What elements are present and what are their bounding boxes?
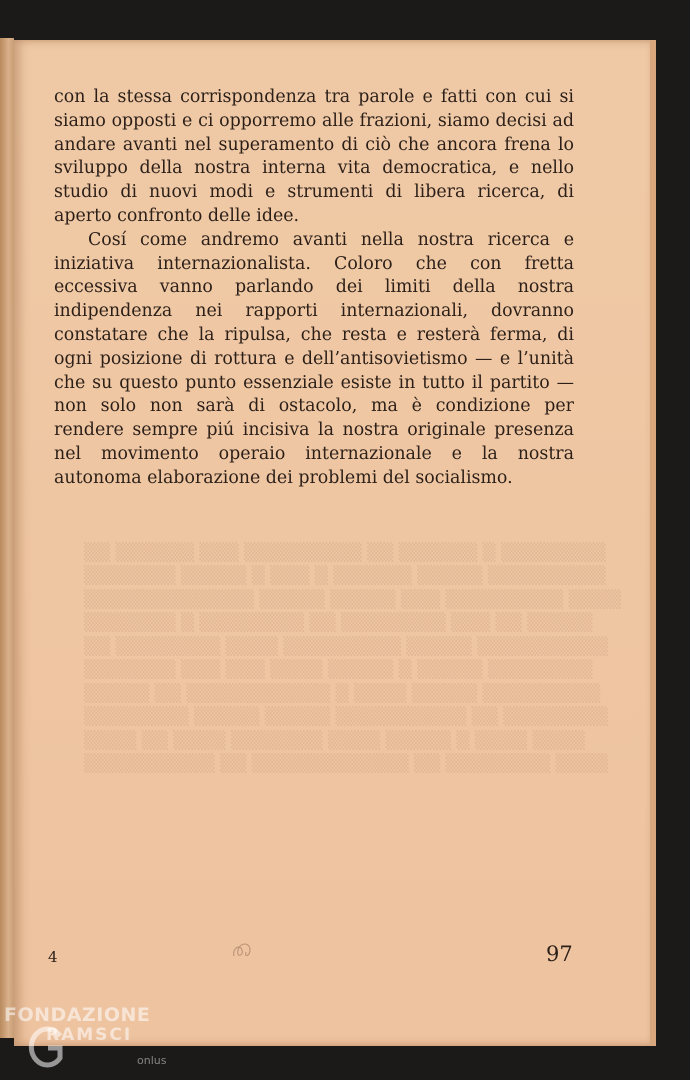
page-body-text — [54, 86, 574, 491]
pencil-annotation-icon — [228, 936, 258, 962]
page-number: 97 — [546, 942, 573, 966]
signature-mark: 4 — [48, 948, 58, 966]
paragraph-internationalism: Cosí come andremo avanti nella nostra ricerca e iniziativa internazionalista. Coloro che con fretta eccessiva vanno parlando dei limiti della nostra indipendenza nei rapporti internazionali, dovranno constatare che la ripulsa, che resta e resterà ferma, di ogni posizione di rottura e dell’antisovietismo — e l’unità che su questo punto essenziale esiste in tutto il partito — non solo non sarà di ostacolo, ma è condizione per rendere sempre piú incisiva la nostra originale presenza nel movimento operaio internazionale e la nostra autonoma elaborazione dei problemi del socialismo. — [54, 229, 574, 488]
book-left-edge — [0, 38, 14, 1038]
bleed-through-texture: ▒▒ ▒▒▒▒▒▒ ▒▒▒ ▒▒▒▒▒▒▒▒▒ ▒▒ ▒▒▒▒▒▒ ▒ ▒▒▒▒▒▒▒▒ ▒▒▒▒▒▒▒ ▒▒▒▒▒ ▒ ▒▒▒ ▒ ▒▒▒▒▒▒ ▒▒▒▒▒ ▒▒▒▒▒▒▒▒▒ ▒▒▒▒▒▒▒▒▒▒▒▒▒ ▒▒▒▒▒ ▒▒▒▒▒ ▒▒▒ ▒▒▒▒▒▒▒▒▒ ▒▒▒▒ ▒▒▒▒▒▒▒ ▒ ▒▒▒▒▒▒▒▒ ▒▒ ▒▒▒▒▒▒▒▒ ▒▒▒ ▒▒ ▒▒▒▒▒ ▒▒ ▒▒▒▒▒▒▒▒ ▒▒▒▒ ▒▒▒▒▒▒▒▒▒ ▒▒▒▒▒ ▒▒▒▒▒▒▒▒▒▒ ▒▒▒▒▒▒▒ ▒▒▒ ▒▒▒ ▒▒▒▒ ▒▒▒▒▒ ▒ ▒▒▒▒▒ ▒▒▒▒▒▒▒▒ ▒▒▒▒▒ ▒▒ ▒▒▒▒▒▒▒▒▒▒▒ ▒ ▒▒▒▒ ▒▒▒▒▒ ▒▒▒▒▒▒▒▒▒ ▒▒▒▒▒▒▒▒ ▒▒▒▒▒ ▒▒▒▒▒ ▒▒▒▒▒▒▒▒▒▒ ▒▒ ▒▒▒▒▒▒▒▒ ▒▒▒▒ ▒▒ ▒▒▒▒ ▒▒▒▒▒▒▒ ▒▒▒▒ ▒▒▒▒▒ ▒ ▒▒▒▒ ▒▒▒▒ ▒▒▒▒▒▒▒▒▒▒ ▒▒ ▒▒▒▒▒▒▒▒▒▒▒▒ ▒▒ ▒▒▒▒▒▒▒▒ ▒▒▒▒ — [84, 542, 621, 774]
watermark-line2: RAMSCI — [46, 1025, 133, 1045]
watermark-line1: FONDAZIONE — [4, 1004, 151, 1026]
watermark-suffix: onlus — [137, 1054, 167, 1067]
book-page-right-edge — [650, 40, 656, 1046]
paragraph-continuation: con la stessa corrispondenza tra parole e fatti con cui si siamo opposti e ci opporremo alle frazioni, siamo decisi ad andare avanti nel superamento di ciò che ancora frena lo sviluppo della nostra interna vita democratica, e nello studio di nuovi modi e strumenti di libera ricerca, di aperto confronto delle idee. — [54, 87, 574, 226]
